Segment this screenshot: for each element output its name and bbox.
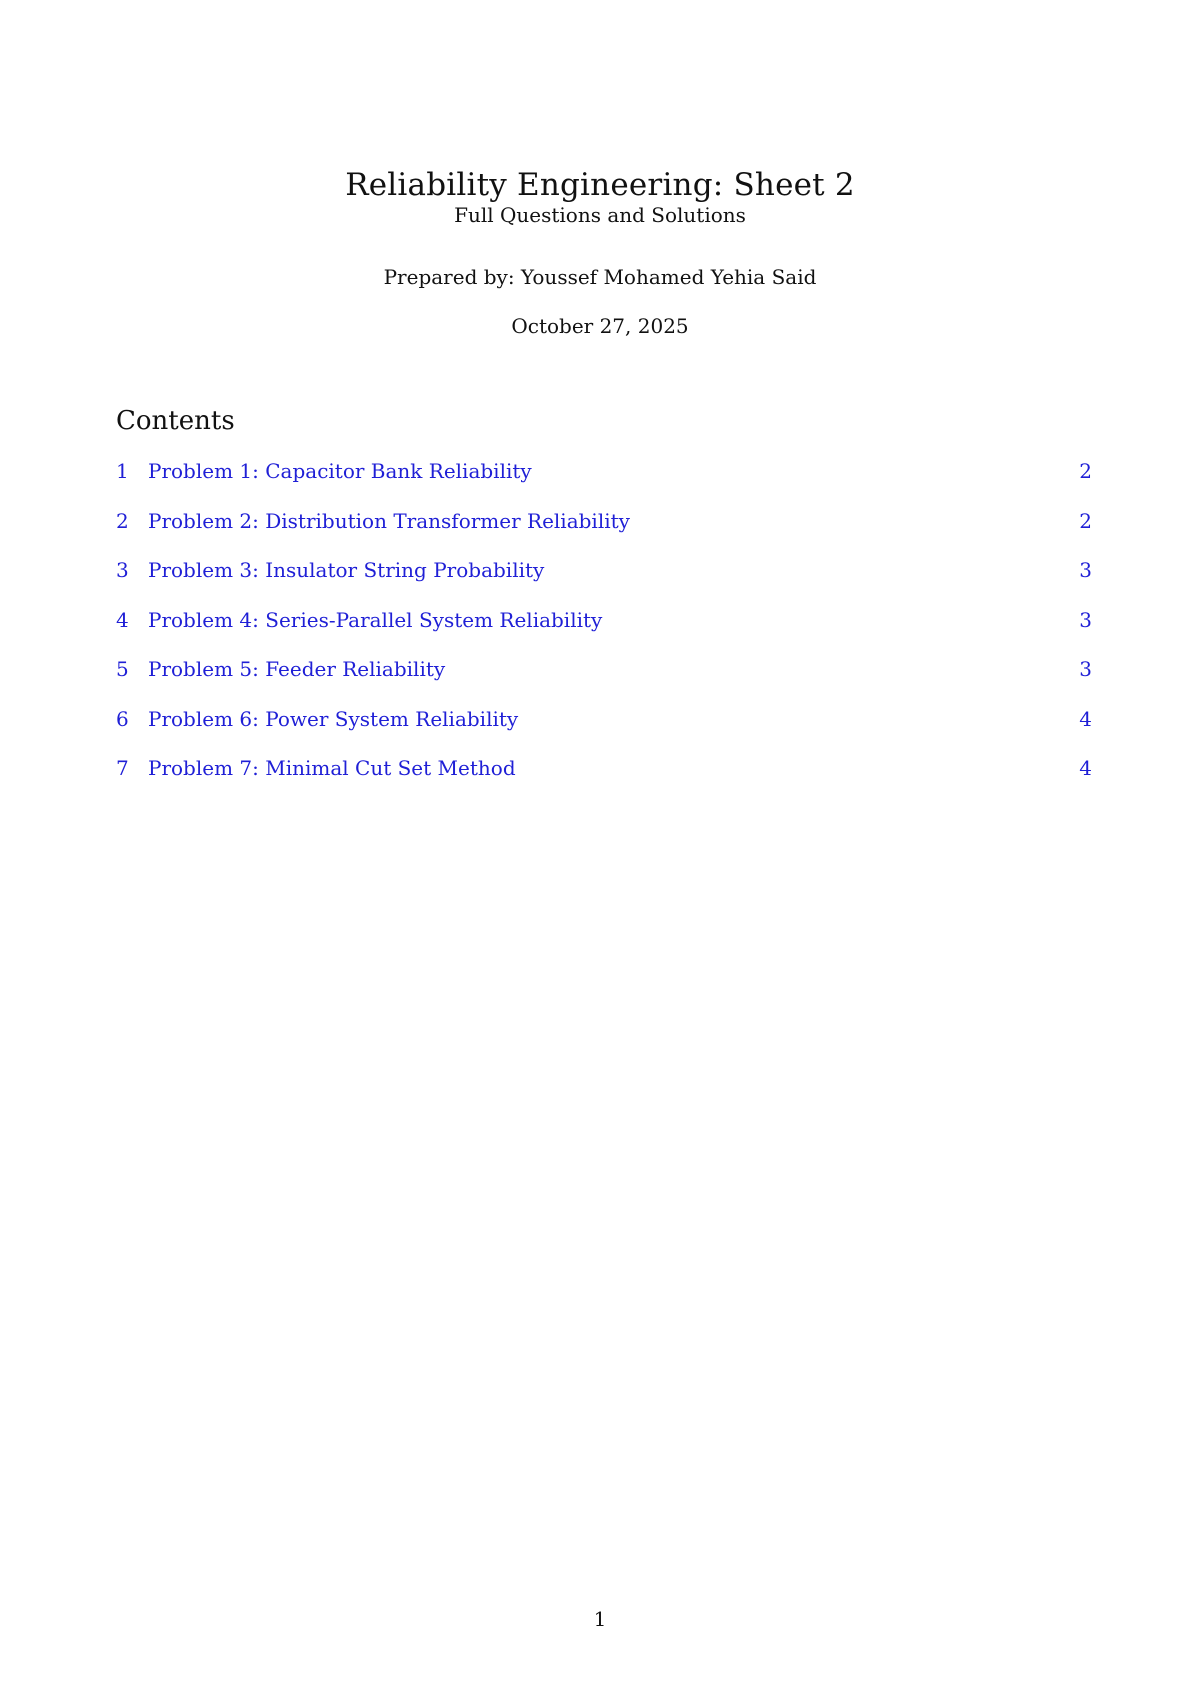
toc-entry-page[interactable]: 3 (1079, 607, 1092, 632)
toc-entry-number[interactable]: 5 (116, 657, 129, 681)
toc-entry-number[interactable]: 3 (116, 558, 129, 582)
toc-entry-7[interactable] (116, 755, 1092, 805)
toc-entry-page[interactable]: 4 (1079, 706, 1092, 731)
author-line: Prepared by: Youssef Mohamed Yehia Said (383, 265, 817, 289)
table-of-contents (116, 458, 1092, 805)
toc-entry-number[interactable]: 4 (116, 607, 129, 632)
toc-entry-number[interactable]: 6 (116, 706, 129, 731)
toc-entry-link[interactable]: Problem 5: Feeder Reliability (148, 657, 446, 681)
toc-entry-link[interactable]: Problem 1: Capacitor Bank Reliability (148, 459, 532, 483)
toc-entry-number[interactable]: 7 (116, 756, 129, 780)
document-date: October 27, 2025 (511, 314, 689, 338)
contents-heading: Contents (116, 406, 235, 436)
toc-entry-6[interactable] (116, 706, 1092, 756)
toc-entry-number[interactable]: 2 (116, 508, 129, 533)
toc-entry-link[interactable]: Problem 4: Series-Parallel System Reliability (148, 607, 603, 632)
toc-entry-2[interactable] (116, 508, 1092, 558)
toc-entry-number[interactable]: 1 (116, 459, 129, 483)
toc-entry-1[interactable] (116, 458, 1092, 508)
toc-entry-link[interactable]: Problem 2: Distribution Transformer Reliability (148, 508, 630, 533)
toc-entry-3[interactable] (116, 557, 1092, 607)
document-subtitle: Full Questions and Solutions (454, 203, 746, 227)
toc-entry-page[interactable]: 2 (1079, 459, 1092, 483)
toc-entry-page[interactable]: 2 (1079, 508, 1092, 533)
toc-entry-page[interactable]: 4 (1079, 756, 1092, 780)
toc-entry-link[interactable]: Problem 6: Power System Reliability (148, 706, 519, 731)
document-title: Reliability Engineering: Sheet 2 (345, 167, 855, 203)
toc-entry-page[interactable]: 3 (1079, 558, 1092, 582)
toc-entry-page[interactable]: 3 (1079, 657, 1092, 681)
page-number: 1 (593, 1607, 607, 1631)
toc-entry-4[interactable] (116, 607, 1092, 657)
toc-entry-link[interactable]: Problem 3: Insulator String Probability (148, 558, 545, 582)
toc-entry-5[interactable] (116, 656, 1092, 706)
toc-entry-link[interactable]: Problem 7: Minimal Cut Set Method (148, 756, 516, 780)
